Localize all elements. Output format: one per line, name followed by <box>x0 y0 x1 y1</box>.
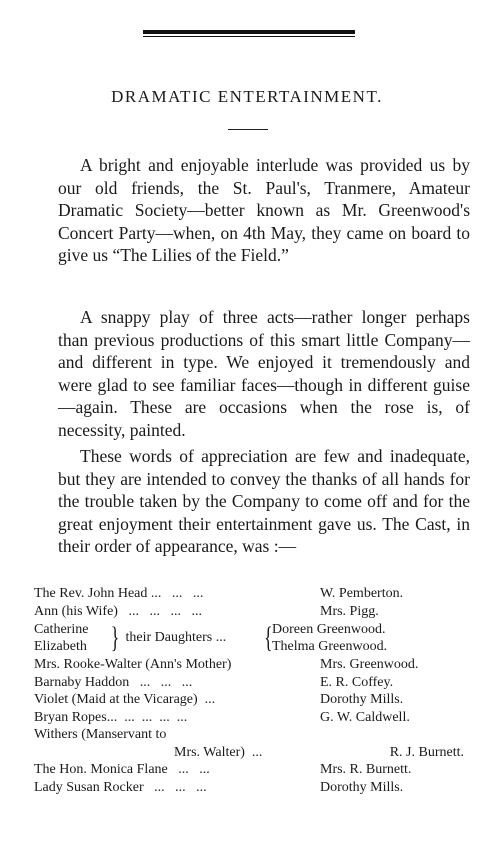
cast-actor: Mrs. Pigg. <box>320 603 379 619</box>
cast-row <box>34 709 464 727</box>
cast-role: Mrs. Rooke-Walter (Ann's Mother) <box>34 657 232 672</box>
cast-row <box>34 691 464 709</box>
daughters-desc: their Daughters ... <box>122 630 227 646</box>
cast-actor: R. J. Burnett. <box>389 744 464 760</box>
top-rule-thin <box>143 36 355 37</box>
title-divider <box>228 129 268 130</box>
cast-actor: Mrs. R. Burnett. <box>320 762 412 777</box>
cast-role: Catherine <box>34 621 89 637</box>
top-rule <box>143 30 355 37</box>
cast-actor: E. R. Coffey. <box>320 674 394 690</box>
cast-role: Ann (his Wife) ... ... ... ... <box>34 603 202 619</box>
cast-role: Bryan Ropes... ... ... ... ... <box>34 709 188 725</box>
cast-role: Mrs. Walter) ... <box>174 744 263 760</box>
article-title: DRAMATIC ENTERTAINMENT. <box>111 87 383 106</box>
top-rule-thick <box>143 30 355 34</box>
cast-row-withers-2 <box>34 744 464 762</box>
daughters-names <box>34 621 108 656</box>
cast-actor: Dorothy Mills. <box>320 779 404 795</box>
left-brace: { <box>264 621 273 654</box>
cast-row <box>34 779 464 797</box>
cast-row <box>34 603 464 621</box>
cast-row-daughters <box>34 620 464 656</box>
paragraph-1: A bright and enjoyable interlude was provided us by our old friends, the St. Paul's, Tranmere, Amateur Dramatic Society—better known as Mr. Greenwood's Concert Party—when, on 4th May, they came on board to give us “The Lilies of the Field.” <box>58 155 470 265</box>
cast-role: The Hon. Monica Flane ... ... <box>34 762 210 777</box>
right-brace: } <box>110 621 120 654</box>
cast-actor: Doreen Greenwood. <box>272 621 386 637</box>
cast-role: Barnaby Haddon ... ... ... <box>34 674 193 690</box>
cast-role: Lady Susan Rocker ... ... ... <box>34 779 207 795</box>
cast-list <box>34 585 464 796</box>
daughters-actors <box>272 621 464 656</box>
cast-row <box>34 656 464 674</box>
paragraph-2: A snappy play of three acts—rather longer perhaps than previous productions of this smart little Company—and different in type. We enjoyed it tremendously and were glad to see familiar faces—though in different guise—again. These are occasions when the rose is, of necessity, painted. <box>58 307 470 440</box>
cast-role: Elizabeth <box>34 639 87 654</box>
cast-actor: Mrs. Greenwood. <box>320 657 419 672</box>
cast-row <box>34 585 464 603</box>
cast-actor: Thelma Greenwood. <box>272 639 388 654</box>
cast-actor: Dorothy Mills. <box>320 692 404 707</box>
cast-row <box>34 761 464 779</box>
cast-role: The Rev. John Head ... ... ... <box>34 586 204 601</box>
cast-role: Withers (Manservant to <box>34 727 167 742</box>
cast-actor: W. Pemberton. <box>320 586 404 601</box>
cast-actor: G. W. Caldwell. <box>320 709 410 725</box>
cast-row <box>34 674 464 692</box>
paragraph-3: These words of appreciation are few and inadequate, but they are intended to convey the thanks of all hands for the trouble taken by the Company to come off and for the great enjoyment their entertainment gave us. The Cast, in their order of appearance, was :— <box>58 446 470 556</box>
cast-row-withers-1 <box>34 726 464 744</box>
cast-role: Violet (Maid at the Vicarage) ... <box>34 692 216 707</box>
